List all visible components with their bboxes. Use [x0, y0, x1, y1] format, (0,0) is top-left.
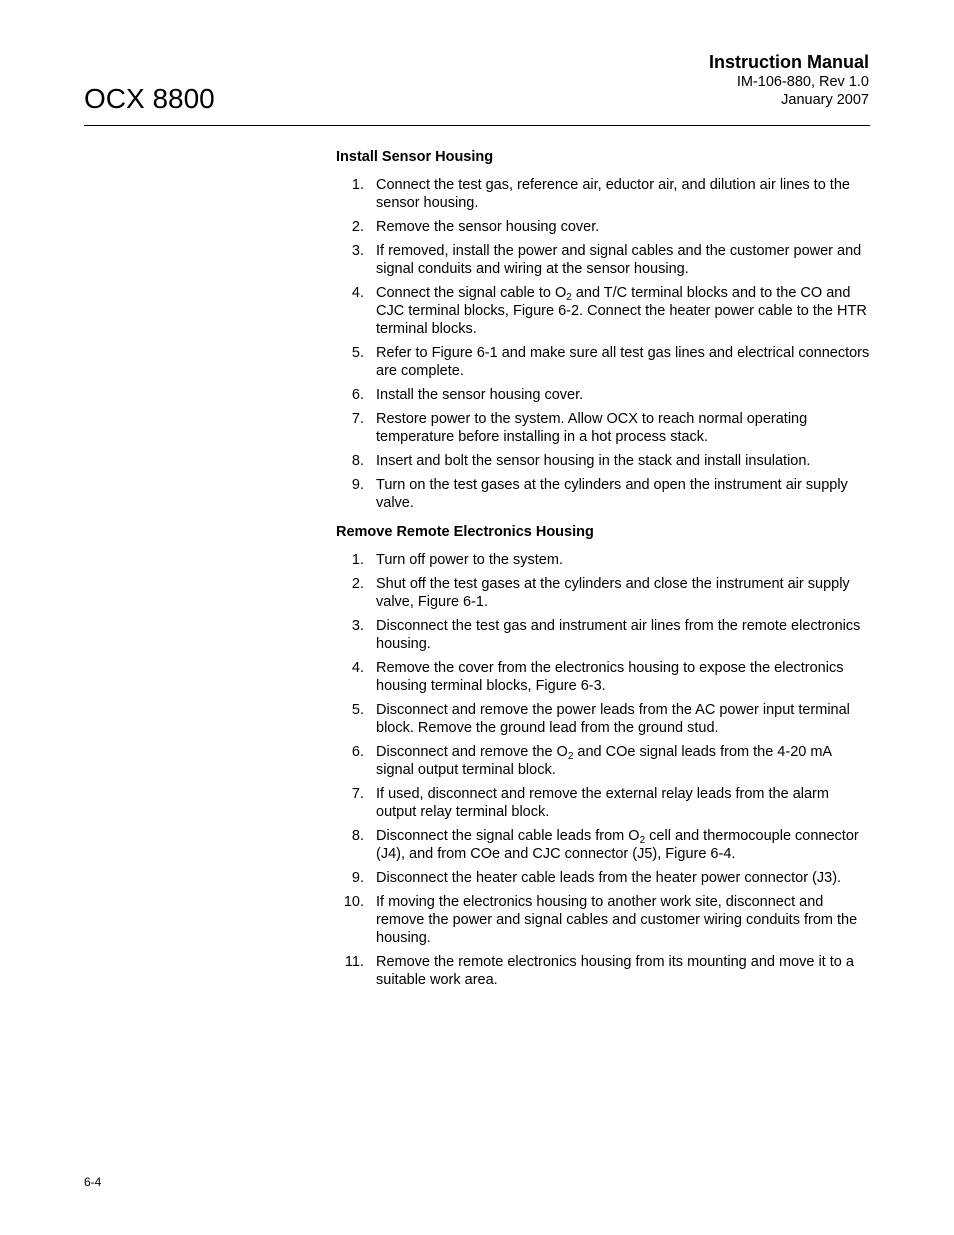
step-number: 4.: [351, 285, 364, 301]
step-item: [336, 953, 872, 989]
step-number: 6.: [351, 387, 364, 403]
step-item: [336, 659, 872, 695]
step-item: [336, 452, 872, 470]
step-number: 4.: [351, 660, 364, 676]
step-number: 10.: [343, 894, 364, 910]
manual-title: Instruction Manual: [708, 52, 869, 72]
step-number: 9.: [351, 870, 364, 886]
step-number: 7.: [351, 411, 364, 427]
step-text-run: Refer to Figure 6-1 and make sure all test gas lines and electrical connectors are complete.: [376, 345, 870, 379]
step-number: 9.: [351, 477, 364, 493]
step-text-run: Disconnect the test gas and instrument air lines from the remote electronics housing.: [376, 618, 861, 652]
step-item: [336, 893, 872, 947]
step-item: [336, 218, 872, 236]
step-item: [336, 344, 872, 380]
step-text-run: If removed, install the power and signal cables and the customer power and signal conduits and wiring at the sensor housing.: [376, 243, 862, 277]
step-item: [336, 386, 872, 404]
step-number: 8.: [351, 828, 364, 844]
step-text: [376, 576, 850, 610]
step-text-run: and COe signal leads from the 4-20 mA signal output terminal block.: [376, 744, 832, 778]
step-text-run: Disconnect and remove the O: [376, 744, 568, 760]
step-text: [376, 552, 563, 568]
step-text-run: Insert and bolt the sensor housing in the stack and install insulation.: [376, 453, 811, 469]
step-number: 1.: [351, 177, 364, 193]
step-item: [336, 827, 872, 863]
step-text-run: Turn off power to the system.: [376, 552, 563, 568]
step-text: [376, 219, 599, 235]
step-text: [376, 744, 831, 778]
step-item: [336, 701, 872, 737]
step-text-run: Disconnect the signal cable leads from O: [376, 828, 640, 844]
step-number: 3.: [351, 618, 364, 634]
step-item: [336, 242, 872, 278]
step-text: [376, 870, 841, 886]
step-text: [376, 411, 807, 445]
step-number: 5.: [351, 702, 364, 718]
step-list: [336, 176, 872, 512]
section-heading: Remove Remote Electronics Housing: [336, 524, 594, 540]
step-text: [376, 786, 829, 820]
step-text: [376, 894, 857, 946]
section-heading: Install Sensor Housing: [336, 149, 494, 165]
step-item: [336, 743, 872, 779]
step-item: [336, 869, 872, 887]
step-text-run: Remove the remote electronics housing from its mounting and move it to a suitable work area.: [376, 954, 854, 988]
step-number: 8.: [351, 453, 364, 469]
step-text-run: Remove the sensor housing cover.: [376, 219, 600, 235]
document-number: IM-106-880, Rev 1.0: [736, 74, 869, 90]
step-text-run: Connect the signal cable to O: [376, 285, 567, 301]
step-text-run: If used, disconnect and remove the external relay leads from the alarm output relay terminal block.: [376, 786, 829, 820]
step-number: 2.: [351, 219, 364, 235]
step-number: 6.: [351, 744, 364, 760]
step-item: [336, 551, 872, 569]
step-text: [376, 345, 869, 379]
step-item: [336, 410, 872, 446]
step-item: [336, 476, 872, 512]
step-text: [376, 828, 859, 862]
document-date: January 2007: [781, 92, 869, 108]
step-text-run: If moving the electronics housing to another work site, disconnect and remove the power and signal cables and customer wiring conduits from the housing.: [376, 894, 858, 946]
step-number: 5.: [351, 345, 364, 361]
step-item: [336, 176, 872, 212]
step-list: [336, 551, 872, 989]
step-item: [336, 575, 872, 611]
page-number: 6-4: [84, 1175, 102, 1189]
step-text-run: Disconnect the heater cable leads from the heater power connector (J3).: [376, 870, 842, 886]
step-text: [376, 387, 583, 403]
step-text-run: Turn on the test gases at the cylinders and open the instrument air supply valve.: [376, 477, 848, 511]
step-text: [376, 453, 810, 469]
step-text-run: Connect the test gas, reference air, eductor air, and dilution air lines to the sensor housing.: [376, 177, 850, 211]
step-number: 2.: [351, 576, 364, 592]
header-divider: [84, 125, 870, 126]
product-title: OCX 8800: [84, 83, 215, 114]
step-text: [376, 660, 843, 694]
step-text-run: Disconnect and remove the power leads from the AC power input terminal block. Remove the ground lead from the ground stud.: [376, 702, 850, 736]
step-number: 11.: [344, 954, 364, 970]
step-number: 1.: [351, 552, 364, 568]
subscript: 2: [639, 835, 646, 846]
step-text-run: cell and thermocouple connector (J4), and from COe and CJC connector (J5), Figure 6-4.: [376, 828, 859, 862]
subscript: 2: [567, 751, 574, 762]
step-item: [336, 284, 872, 338]
step-text: [376, 285, 867, 337]
step-text: [376, 618, 860, 652]
step-text-run: Install the sensor housing cover.: [376, 387, 584, 403]
main-content: [336, 148, 872, 1000]
step-text: [376, 477, 848, 511]
step-text-run: Restore power to the system. Allow OCX to reach normal operating temperature before installing in a hot process stack.: [376, 411, 808, 445]
document-header: [709, 51, 869, 109]
step-text-run: and T/C terminal blocks and to the CO and CJC terminal blocks, Figure 6-2. Connect the heater power cable to the HTR terminal blocks.: [376, 285, 867, 337]
step-item: [336, 785, 872, 821]
step-text-run: Remove the cover from the electronics housing to expose the electronics housing terminal blocks, Figure 6-3.: [376, 660, 844, 694]
step-text: [376, 243, 861, 277]
step-text-run: Shut off the test gases at the cylinders and close the instrument air supply valve, Figure 6-1.: [376, 576, 850, 610]
step-number: 7.: [351, 786, 364, 802]
step-text: [376, 177, 850, 211]
step-number: 3.: [351, 243, 364, 259]
step-text: [376, 702, 850, 736]
step-text: [376, 954, 854, 988]
subscript: 2: [566, 292, 572, 303]
step-item: [336, 617, 872, 653]
